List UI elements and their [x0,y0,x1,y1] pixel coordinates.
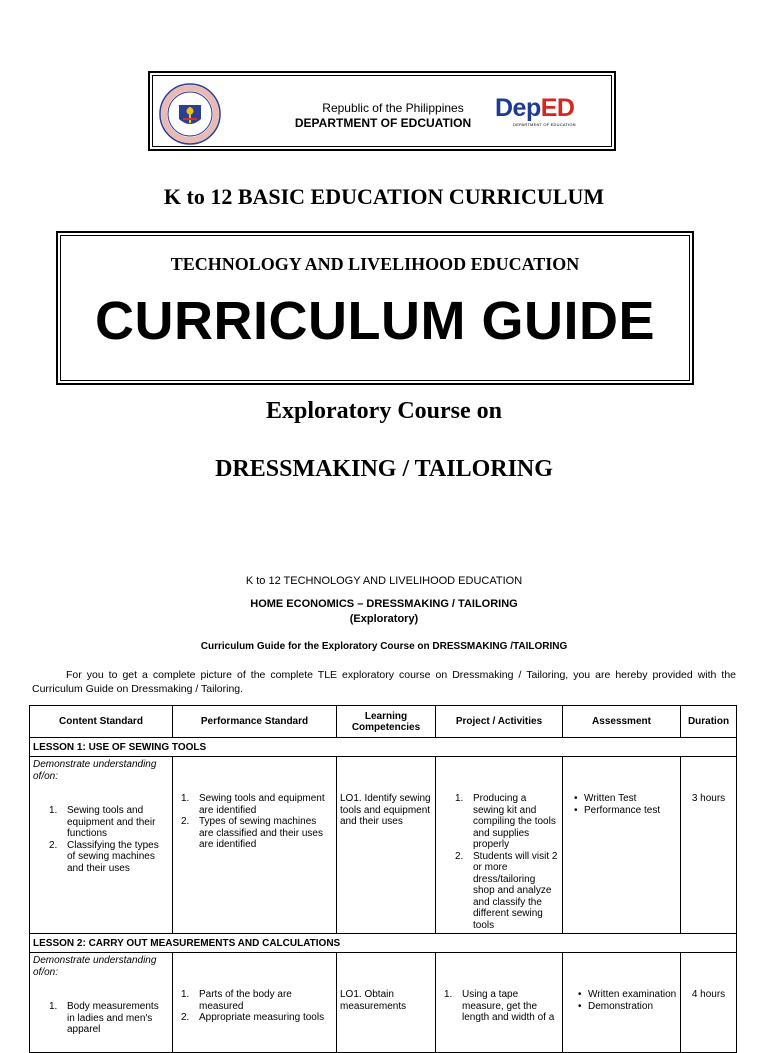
header-duration: Duration [681,706,737,738]
header-banner [148,71,616,151]
list-item: 2. Types of sewing machines are classified and their uses are identified [181,816,323,850]
content-standard-cell [30,953,173,1053]
logo-subtitle: DEPARTMENT OF EDUCATION [513,122,576,127]
list-item: • Performance test [574,804,661,816]
content-standard-cell [30,757,173,934]
list-item: • Demonstration [578,1000,654,1012]
learning-competency-cell: LO1. Obtain measurements [337,953,436,1053]
exploratory-heading: Exploratory Course on [266,398,502,424]
logo-dep-text: Dep [495,94,541,122]
lesson-title-row [30,934,737,953]
curriculum-guide-title: CURRICULUM GUIDE [95,291,655,351]
curriculum-guide-box [56,231,694,385]
list-item: 1. Parts of the body are measured [181,989,292,1012]
duration-cell: 4 hours [681,953,737,1053]
list-item: 2. Students will visit 2 or more dress/tailoring shop and analyze and classify the different sewing tools [455,850,558,931]
banner-inner-frame [152,75,612,147]
content-intro: Demonstrate understanding of/on: [33,955,157,978]
list-item: 1. Sewing tools and equipment and their functions [49,805,156,839]
header-project-activities: Project / Activities [436,706,563,738]
lesson-title-row [30,738,737,757]
subtitle-line-1: K to 12 TECHNOLOGY AND LIVELIHOOD EDUCATION [245,575,523,587]
logo-ed-text: ED [540,94,575,122]
table-row [30,757,737,934]
learning-competency-cell: LO1. Identify sewing tools and equipment and their uses [337,757,436,934]
project-activities-cell [436,953,563,1053]
lesson-2-title: LESSON 2: CARRY OUT MEASUREMENTS AND CALCULATIONS [30,934,737,953]
content-intro: Demonstrate understanding of/on: [33,759,157,782]
lesson-1-title: LESSON 1: USE OF SEWING TOOLS [30,738,737,757]
list-item: • Written Test [574,793,637,804]
list-item: 1. Producing a sewing kit and compiling the tools and supplies properly [455,793,556,850]
deped-seal-icon [159,83,221,145]
assessment-cell [563,757,681,934]
project-activities-cell [436,757,563,934]
curriculum-table [29,705,737,1053]
list-item: 2. Classifying the types of sewing machines and their uses [49,839,159,874]
list-item: • Written examination [578,989,677,1000]
header-performance-standard: Performance Standard [173,706,337,738]
table-header-row [30,706,737,738]
list-item: 1. Using a tape measure, get the length and width of a [444,989,555,1023]
table-row [30,953,737,1053]
list-item: 2. Appropriate measuring tools [181,1012,325,1023]
list-item: 1. Body measurements in ladies and men's apparel [49,1001,159,1035]
course-title: DRESSMAKING / TAILORING [215,456,553,482]
duration-cell: 3 hours [681,757,737,934]
subtitle-line-2: HOME ECONOMICS – DRESSMAKING / TAILORING [250,598,518,610]
performance-standard-cell [173,757,337,934]
tle-heading: TECHNOLOGY AND LIVELIHOOD EDUCATION [170,254,580,274]
header-content-standard: Content Standard [30,706,173,738]
list-item: 1. Sewing tools and equipment are identified [181,793,325,816]
republic-label: Republic of the Philippines [322,101,464,115]
curriculum-heading: K to 12 BASIC EDUCATION CURRICULUM [163,184,605,209]
performance-standard-cell [173,953,337,1053]
header-assessment: Assessment [563,706,681,738]
department-label: DEPARTMENT OF EDCUATION [294,116,472,130]
intro-paragraph: For you to get a complete picture of the complete TLE exploratory course on Dressmaking / Tailoring, you are hereby provided with the Curriculum Guide on Dressmaking / Tailoring. [32,669,736,695]
subtitle-line-4: Curriculum Guide for the Exploratory Course on DRESSMAKING /TAILORING [200,641,568,652]
subtitle-line-3: (Exploratory) [349,613,419,625]
deped-logo [495,94,583,134]
header-learning-competencies: Learning Competencies [337,706,436,738]
assessment-cell [563,953,681,1053]
